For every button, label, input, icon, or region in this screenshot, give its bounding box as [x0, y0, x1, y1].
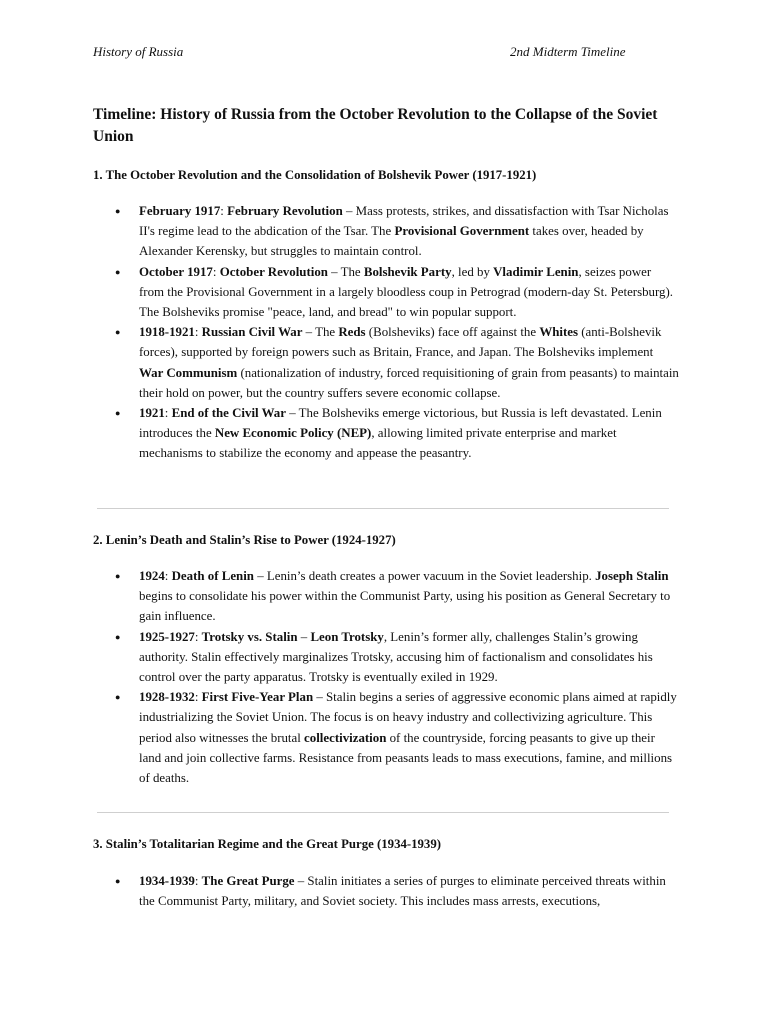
timeline-item: [139, 262, 679, 323]
timeline-item: [139, 322, 679, 403]
bold-term: Bolshevik Party: [363, 264, 452, 279]
bold-term: Whites: [539, 325, 578, 340]
bold-term: First Five-Year Plan: [201, 690, 314, 705]
item-text: :: [194, 325, 202, 340]
item-text: – Lenin’s death creates a power vacuum in the Soviet leadership.: [253, 569, 596, 583]
item-text: – The: [327, 264, 364, 279]
bold-term: October 1917: [139, 264, 213, 279]
bold-term: Joseph Stalin: [595, 569, 669, 583]
item-text: :: [194, 874, 202, 888]
item-text: – Stalin initiates a series of purges to eliminate perceived threats within the Communist Party, military, and Soviet society. This includes mass arrests, executions,: [139, 874, 666, 909]
item-text: (anti-Bolshevik forces), supported by foreign powers such as Britain, France, and Japan. The Bolsheviks implement: [139, 325, 662, 360]
item-text: takes over, headed by Alexander Kerensky, but struggles to maintain control.: [139, 224, 644, 259]
bold-term: collectivization: [304, 730, 387, 745]
timeline-item: [139, 627, 679, 688]
bold-term: 1921: [139, 406, 165, 421]
section-2-heading: 2. Lenin’s Death and Stalin’s Rise to Power (1924-1927): [93, 533, 396, 547]
bold-term: Death of Lenin: [171, 569, 254, 583]
section-divider: [97, 508, 669, 509]
timeline-item: [139, 201, 679, 262]
item-text: – The Bolsheviks emerge victorious, but Russia is left devastated. Lenin introduces the: [139, 406, 662, 441]
timeline-item: [139, 687, 679, 788]
section-2-list: [139, 566, 679, 788]
timeline-item: [139, 566, 679, 627]
bold-term: October Revolution: [219, 264, 328, 279]
item-text: (Bolsheviks) face off against the: [365, 325, 540, 340]
document-title: Timeline: History of Russia from the October Revolution to the Collapse of the Soviet Union: [93, 106, 658, 145]
section-3-list: [139, 871, 679, 911]
bold-term: Trotsky vs. Stalin: [201, 629, 298, 644]
timeline-item: [139, 403, 679, 464]
item-text: , led by: [451, 264, 494, 279]
bold-term: New Economic Policy (NEP): [214, 426, 372, 441]
bold-term: Leon Trotsky: [310, 629, 384, 644]
item-text: :: [194, 690, 202, 705]
bold-term: February 1917: [139, 204, 221, 218]
bold-term: The Great Purge: [201, 874, 295, 888]
bold-term: 1934-1939: [139, 874, 195, 888]
header-right: 2nd Midterm Timeline: [510, 44, 626, 59]
bold-term: War Communism: [139, 365, 238, 380]
item-text: :: [194, 629, 202, 644]
item-text: :: [212, 264, 220, 279]
section-1-list: [139, 201, 679, 464]
timeline-item: [139, 871, 679, 911]
item-text: (nationalization of industry, forced requisitioning of grain from peasants) to maintain their hold on power, but the country suffers severe economic collapse.: [139, 365, 679, 400]
bold-term: 1918-1921: [139, 325, 195, 340]
item-text: :: [220, 204, 228, 218]
item-text: , seizes power from the Provisional Government in a largely bloodless coup in Petrograd (modern-day St. Petersburg). The Bolsheviks promise "peace, land, and bread" to win popular support.: [139, 264, 674, 320]
bold-term: Provisional Government: [394, 224, 530, 239]
bold-term: Reds: [338, 325, 366, 340]
bold-term: Russian Civil War: [201, 325, 303, 340]
item-text: begins to consolidate his power within the Communist Party, using his position as General Secretary to gain influence.: [139, 589, 671, 624]
header-left: History of Russia: [93, 44, 184, 59]
item-text: – Stalin begins a series of aggressive economic plans aimed at rapidly industrializing the Soviet Union. The focus is on heavy industry and collectivizing agriculture. This period also witnesses the brutal: [139, 690, 677, 745]
item-text: :: [164, 569, 172, 583]
item-text: , allowing limited private enterprise and market mechanisms to stabilize the economy and appease the peasantry.: [139, 426, 617, 461]
bold-term: 1925-1927: [139, 629, 195, 644]
bold-term: Vladimir Lenin: [493, 264, 579, 279]
item-text: – The: [302, 325, 339, 340]
item-text: of the countryside, forcing peasants to give up their land and join collective farms. Resistance from peasants leads to mass executions, famine, and millions of deaths.: [139, 730, 673, 786]
bold-term: February Revolution: [227, 204, 343, 218]
bold-term: 1928-1932: [139, 690, 195, 705]
bold-term: 1924: [139, 569, 165, 583]
section-3-heading: 3. Stalin’s Totalitarian Regime and the Great Purge (1934-1939): [93, 837, 441, 851]
section-divider: [97, 812, 669, 813]
bold-term: End of the Civil War: [171, 406, 286, 421]
section-1-heading: 1. The October Revolution and the Consolidation of Bolshevik Power (1917-1921): [93, 168, 537, 182]
item-text: , Lenin’s former ally, challenges Stalin’s growing authority. Stalin effectively marginalizes Trotsky, accusing him of factionalism and consolidates his control over the party apparatus. Trotsky is eventually exiled in 1929.: [139, 629, 653, 685]
item-text: :: [164, 406, 172, 421]
item-text: – Mass protests, strikes, and dissatisfaction with Tsar Nicholas II's regime lead to the abdication of the Tsar. The: [139, 204, 669, 239]
item-text: –: [297, 629, 311, 644]
